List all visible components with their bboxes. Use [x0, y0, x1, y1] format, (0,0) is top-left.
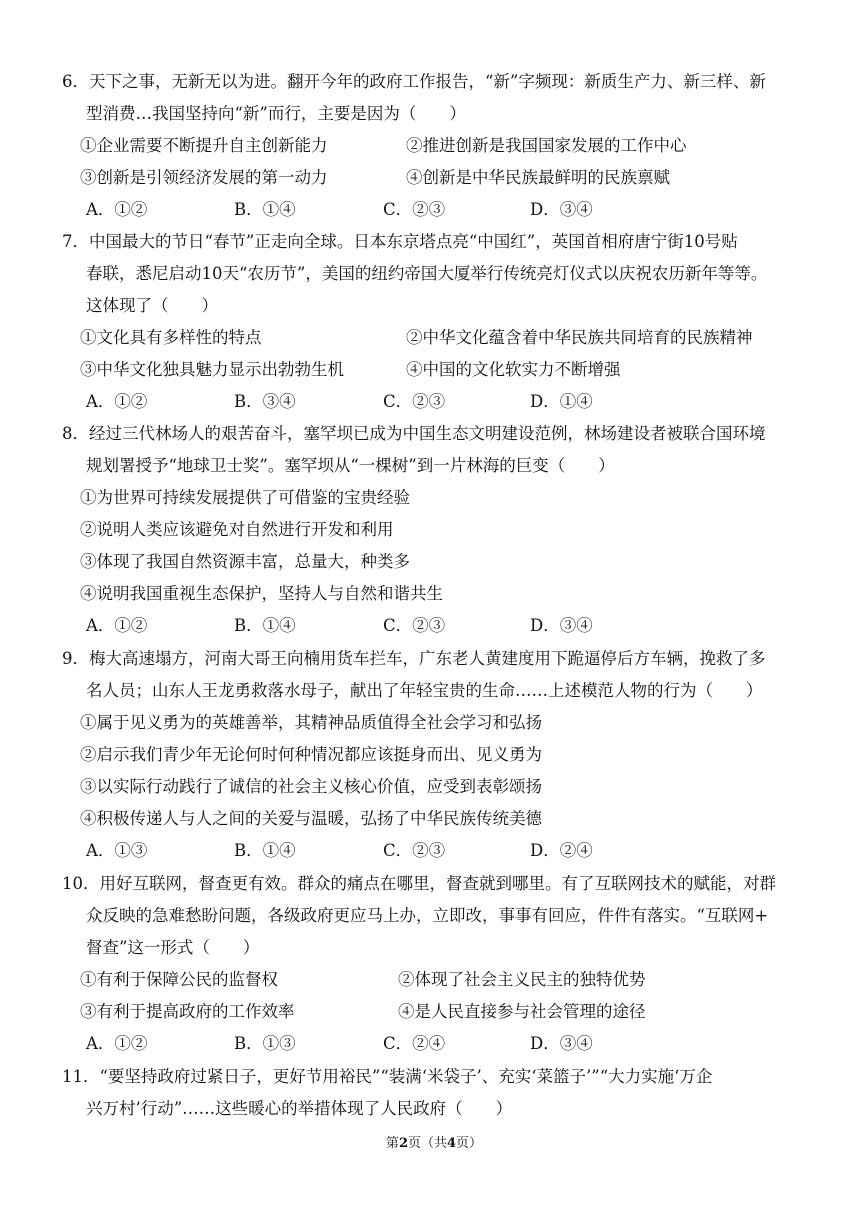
- statement: ②启示我们青少年无论何时何种情况都应该挺身而出、见义勇为: [80, 745, 542, 764]
- choice-row: [0, 839, 868, 863]
- question-stem: 10．用好互联网，督查更有效。群众的痛点在哪里，督查就到哪里。有了互联网技术的赋能，对群: [62, 874, 776, 893]
- statement: ④说明我国重视生态保护，坚持人与自然和谐共生: [80, 584, 443, 603]
- choice-d: D．③④: [530, 616, 593, 635]
- statement-row: [0, 166, 868, 190]
- statement: ④积极传递人与人之间的关爱与温暖，弘扬了中华民族传统美德: [80, 809, 542, 828]
- choice-b: B．①④: [234, 616, 296, 635]
- choice-row: [0, 198, 868, 222]
- footer-suffix: 页）: [456, 1136, 483, 1151]
- choice-c: C．②③: [383, 841, 446, 860]
- question-stem: 9．梅大高速塌方，河南大哥王向楠用货车拦车，广东老人黄建度用下跪逼停后方车辆，挽救了多: [62, 649, 766, 668]
- choice-d: D．②④: [530, 841, 593, 860]
- choice-a: A．①②: [86, 1034, 148, 1053]
- question-stem: 6．天下之事，无新无以为进。翻开今年的政府工作报告，“新”字频现：新质生产力、新三样、新: [62, 72, 766, 91]
- footer-total-pages: 4: [447, 1136, 457, 1151]
- question-stem: 规划署授予“地球卫士奖”。塞罕坝从“一棵树”到一片林海的巨变（ ）: [86, 456, 615, 475]
- page-footer: [0, 1135, 868, 1153]
- footer-prefix: 第: [385, 1136, 399, 1151]
- statement: ②中华文化蕴含着中华民族共同培育的民族精神: [406, 328, 753, 347]
- statement: ①为世界可持续发展提供了可借鉴的宝贵经验: [80, 488, 410, 507]
- statement: ④是人民直接参与社会管理的途径: [398, 1002, 646, 1021]
- choice-c: C．②③: [383, 392, 446, 411]
- statement: ①有利于保障公民的监督权: [80, 970, 278, 989]
- choice-c: C．②③: [383, 200, 446, 219]
- choice-b: B．①③: [234, 1034, 296, 1053]
- choice-d: D．③④: [530, 1034, 593, 1053]
- statement: ③体现了我国自然资源丰富，总量大，种类多: [80, 552, 410, 571]
- choice-a: A．①②: [86, 616, 148, 635]
- question-stem: 督查”这一形式（ ）: [86, 938, 260, 957]
- footer-page-number: 2: [398, 1136, 408, 1151]
- choice-a: A．①②: [86, 200, 148, 219]
- statement: ②体现了社会主义民主的独特优势: [398, 970, 646, 989]
- question-stem: 型消费…我国坚持向“新”而行，主要是因为（ ）: [86, 104, 466, 123]
- statement: ③以实际行动践行了诚信的社会主义核心价值，应受到表彰颂扬: [80, 777, 542, 796]
- statement: ①属于见义勇为的英雄善举，其精神品质值得全社会学习和弘扬: [80, 713, 542, 732]
- choice-a: A．①②: [86, 392, 148, 411]
- question-stem: 7．中国最大的节日“春节”正走向全球。日本东京塔点亮“中国红”，英国首相府唐宁街10号贴: [62, 232, 738, 251]
- question-stem: 这体现了（ ）: [86, 296, 218, 315]
- question-stem: 众反映的急难愁盼问题，各级政府更应马上办，立即改，事事有回应，件件有落实。“互联网+: [86, 906, 769, 925]
- statement: ③中华文化独具魅力显示出勃勃生机: [80, 360, 344, 379]
- choice-b: B．③④: [234, 392, 296, 411]
- statement-row: [0, 1000, 868, 1024]
- question-stem: 兴万村’行动”……这些暖心的举措体现了人民政府（ ）: [86, 1099, 513, 1118]
- statement: ④创新是中华民族最鲜明的民族禀赋: [406, 168, 670, 187]
- question-stem: 8．经过三代林场人的艰苦奋斗，塞罕坝已成为中国生态文明建设范例，林场建设者被联合国环境: [62, 424, 766, 443]
- footer-middle: 页（共: [407, 1136, 447, 1151]
- question-stem: 春联，悉尼启动10天“农历节”，美国的纽约帝国大厦举行传统亮灯仪式以庆祝农历新年等等。: [86, 264, 768, 283]
- choice-b: B．①④: [234, 200, 296, 219]
- statement-row: [0, 968, 868, 992]
- question-stem: 11．“要坚持政府过紧日子，更好节用裕民”“装满‘米袋子’、充实‘菜篮子’”“大力实施‘万企: [62, 1067, 713, 1086]
- question-stem: 名人员；山东人王龙勇救落水母子，献出了年轻宝贵的生命……上述模范人物的行为（ ）: [86, 681, 763, 700]
- statement-row: [0, 134, 868, 158]
- choice-row: [0, 614, 868, 638]
- statement: ②推进创新是我国国家发展的工作中心: [406, 136, 687, 155]
- statement: ③创新是引领经济发展的第一动力: [80, 168, 328, 187]
- statement: ③有利于提高政府的工作效率: [80, 1002, 295, 1021]
- choice-row: [0, 390, 868, 414]
- statement-row: [0, 358, 868, 382]
- choice-a: A．①③: [86, 841, 148, 860]
- choice-b: B．①④: [234, 841, 296, 860]
- choice-c: C．②④: [383, 1034, 446, 1053]
- choice-row: [0, 1032, 868, 1056]
- statement: ①企业需要不断提升自主创新能力: [80, 136, 328, 155]
- choice-d: D．①④: [530, 392, 593, 411]
- choice-c: C．②③: [383, 616, 446, 635]
- statement: ①文化具有多样性的特点: [80, 328, 262, 347]
- statement: ④中国的文化软实力不断增强: [406, 360, 621, 379]
- statement-row: [0, 326, 868, 350]
- choice-d: D．③④: [530, 200, 593, 219]
- statement: ②说明人类应该避免对自然进行开发和利用: [80, 520, 394, 539]
